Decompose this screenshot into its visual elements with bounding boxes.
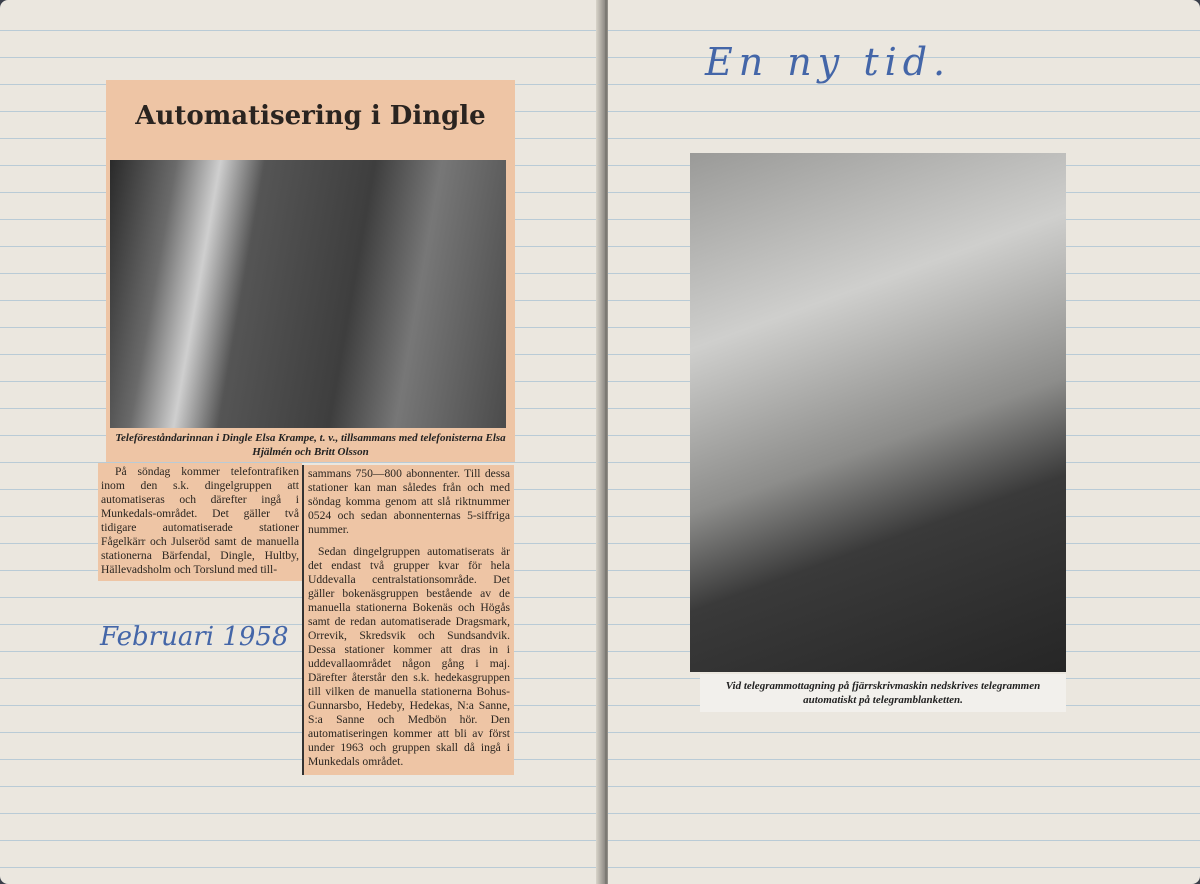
handwritten-date: Februari 1958: [100, 622, 289, 652]
article-column-1: [98, 463, 302, 581]
headline-text: Automatisering i Dingle: [135, 101, 486, 131]
telephone-operators-photo: [110, 160, 506, 428]
photo-caption: Teleföreståndarinnan i Dingle Elsa Krampe, t. v., tillsammans med telefonisterna Elsa Hjälmén och Britt Olsson: [106, 428, 515, 462]
article-paragraph: På söndag kommer telefontrafiken inom den s.k. dingelgruppen att automatiseras och därefter ingå i Munkedals-området. Det gäller två tidigare automatiserade stationer Fågelkärr och Julseröd samt de manuella stationerna Bärfendal, Dingle, Hultby, Hällevadsholm och Torslund med till-: [101, 465, 299, 576]
article-paragraph: Sedan dingelgruppen automatiserats är det endast två grupper kvar för hela Uddevalla centralstationsområde. Det gäller bokenäsgruppen bestående av de manuella stationerna Bokenäs och Högås samt de redan automatiserade Dragsmark, Orrevik, Skredsvik och Sundsandvik. Dessa stationer kommer att dras in i uddevallaområdet någon gång i maj. Därefter återstår den s.k. hedekasgruppen till vilken de manuella stationerna Bohus-Gunnarsbo, Hedeby, Hedekas, N:a Sanne, S:a Sanne och Medbön hör. Den automatiseringen kommer att bli av först under 1963 och gruppen skall då ingå i Munkedals området.: [308, 545, 510, 768]
handwritten-title: En ny tid.: [705, 40, 952, 84]
clipping-headline: [106, 80, 515, 154]
photo-caption: Vid telegrammottagning på fjärrskrivmaskin nedskrives telegrammen automatiskt på telegramblanketten.: [700, 674, 1066, 712]
article-column-2: [302, 465, 514, 775]
article-paragraph: sammans 750—800 abonnenter. Till dessa stationer kan man således från och med söndag komma genom att slå riktnummer 0524 och sedan abonnenternas 5-siffriga nummer.: [308, 467, 510, 536]
teleprinter-operator-photo: [690, 153, 1066, 672]
